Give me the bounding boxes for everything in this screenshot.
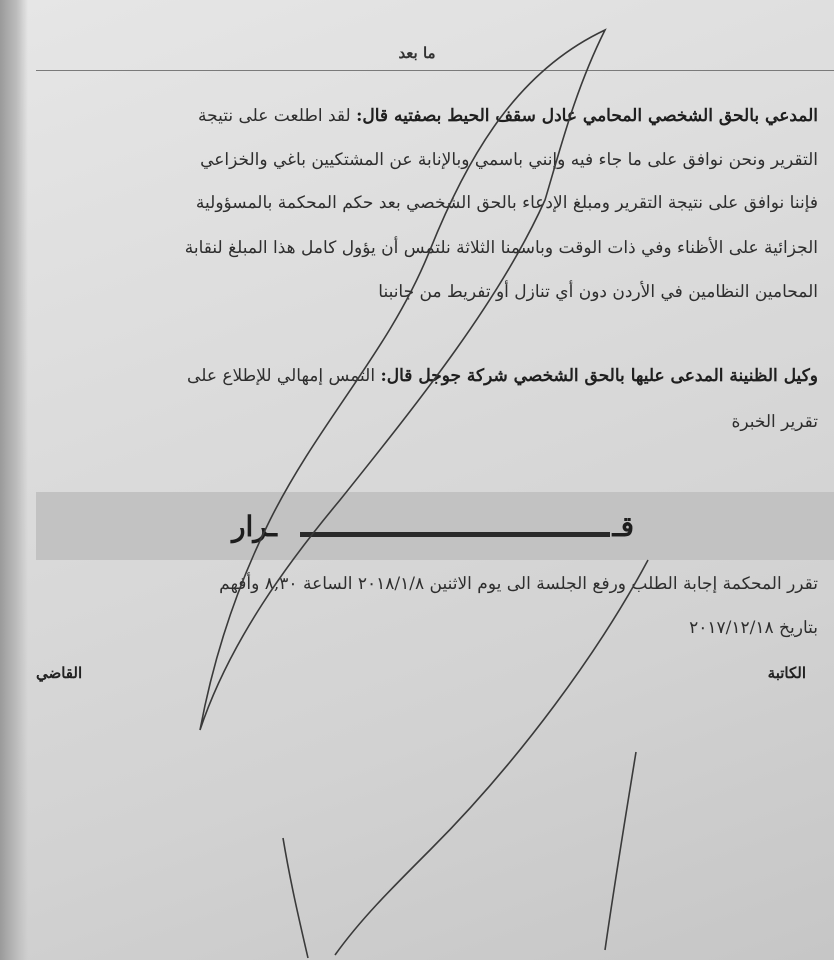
decision-heading-rest: ـرار	[232, 510, 277, 543]
defendant-statement-line-2: تقرير الخبرة	[731, 412, 818, 432]
plaintiff-statement-start: لقد اطلعت على نتيجة	[197, 106, 357, 126]
plaintiff-speaker: المدعي بالحق الشخصي المحامي عادل سقف الحيط بصفتيه قال:	[356, 106, 818, 126]
pen-stroke-bottom-left	[283, 838, 308, 958]
plaintiff-statement-line-2: التقرير ونحن نوافق على ما جاء فيه وإنني باسمي وبالإنابة عن المشتكيين باغي والخزاعي	[200, 150, 818, 170]
decision-line-1: تقرر المحكمة إجابة الطلب ورفع الجلسة الى يوم الاثنين ٢٠١٨/١/٨ الساعة ٨,٣٠ وأفهم	[219, 574, 818, 594]
plaintiff-statement-line-4: الجزائية على الأظناء وفي ذات الوقت وباسمنا الثلاثة نلتمس أن يؤول كامل هذا المبلغ لنقابة	[184, 238, 818, 258]
pen-stroke-long-diagonal	[335, 560, 648, 955]
decision-heading	[224, 510, 634, 550]
continuation-header: ما بعد	[398, 44, 436, 62]
defendant-speaker: وكيل الظنينة المدعى عليها بالحق الشخصي شركة جوجل قال:	[380, 366, 818, 386]
decision-heading-first-letter: قـ	[612, 510, 634, 543]
plaintiff-statement-line-3: فإننا نوافق على نتيجة التقرير ومبلغ الإدعاء بالحق الشخصي بعد حكم المحكمة بالمسؤولية	[195, 193, 818, 213]
plaintiff-statement-line-5: المحامين النظامين في الأردن دون أي تنازل أو تفريط من جانبنا	[378, 282, 818, 302]
page-edge-shadow	[0, 0, 28, 960]
header-divider	[36, 70, 834, 71]
judge-signature-label: القاضي	[36, 664, 83, 682]
decision-heading-kashida	[300, 532, 610, 537]
pen-stroke-bottom-right	[605, 752, 636, 950]
defendant-statement-line-1	[187, 366, 818, 386]
decision-line-2: بتاريخ ٢٠١٧/١٢/١٨	[689, 618, 818, 638]
defendant-statement-start: التمس إمهالي للإطلاع على	[187, 366, 381, 386]
clerk-signature-label: الكاتبة	[767, 664, 806, 682]
plaintiff-statement-line-1	[198, 106, 818, 126]
